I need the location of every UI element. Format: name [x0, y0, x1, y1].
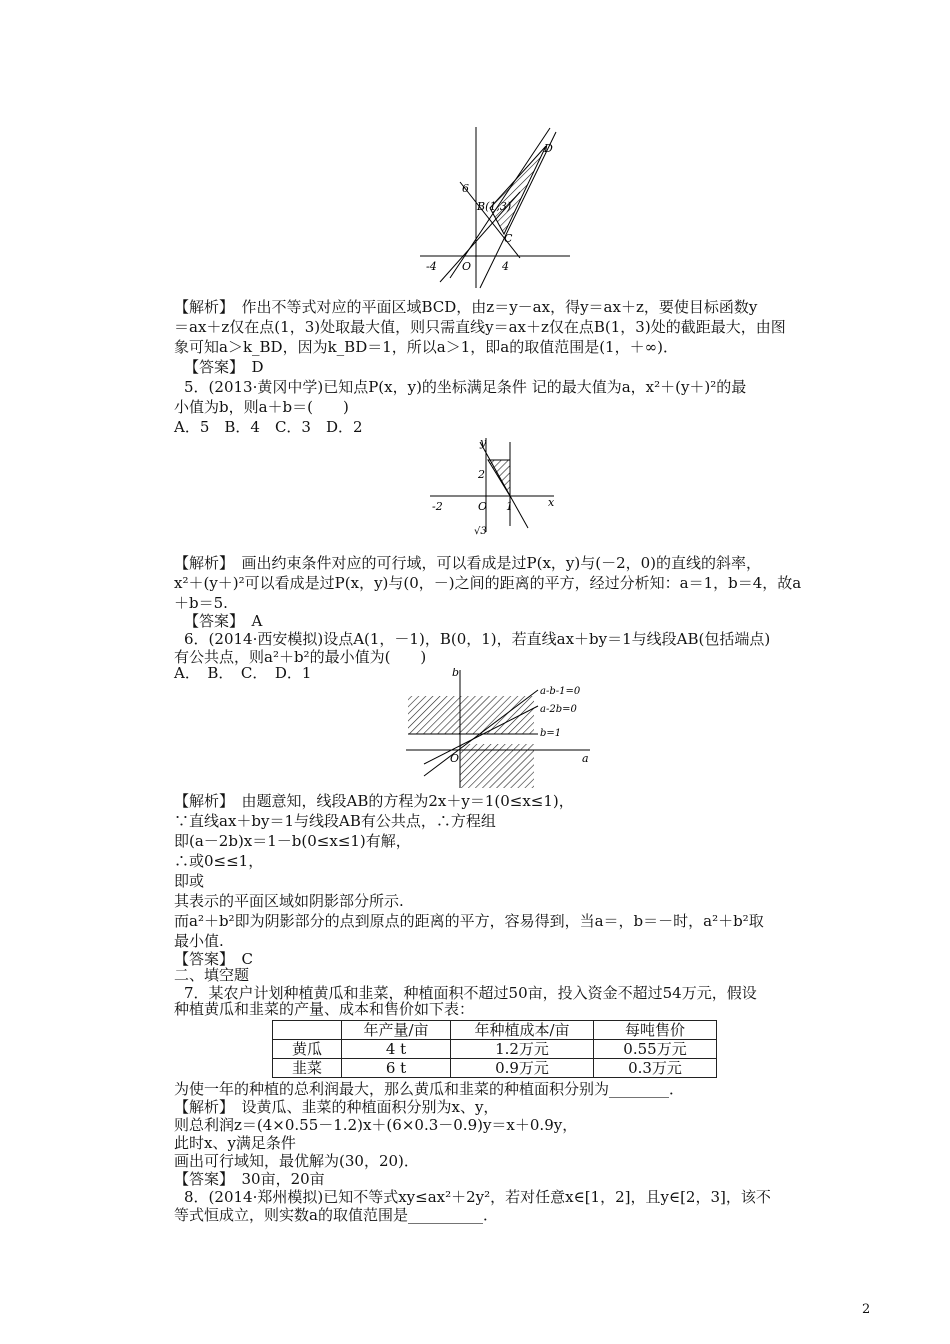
- table-header-row: [273, 1021, 717, 1040]
- shaded-region-lower: [460, 744, 534, 788]
- label-neg4: -4: [426, 260, 437, 273]
- label-line2: a-2b=0: [540, 704, 577, 715]
- table-cell: 0.9万元: [451, 1059, 594, 1078]
- text-line: ＝ax＋z仅在点(1，3)处取最大值，则只需直线y＝ax＋z仅在点B(1，3)处的截距最大，由图: [174, 318, 786, 336]
- label-x: x: [548, 496, 555, 509]
- text-line: A．5 B．4 C．3 D．2: [174, 418, 363, 436]
- text-line: 小值为b，则a＋b＝( ): [174, 398, 349, 416]
- label-b: b: [452, 668, 460, 679]
- label-o: O: [450, 752, 460, 765]
- text-line: 【答案】 A: [184, 612, 263, 630]
- label-a: a: [582, 752, 589, 765]
- table-cell: 0.3万元: [594, 1059, 717, 1078]
- text-line: 5．(2013·黄冈中学)已知点P(x，y)的坐标满足条件 记的最大值为a，x²＋(y＋)²的最: [184, 378, 747, 396]
- figure-3-feasible-region: [404, 668, 594, 790]
- label-neg2: -2: [432, 500, 443, 513]
- label-line3: b=1: [540, 728, 562, 739]
- table-header-cell: 年种植成本/亩: [451, 1021, 594, 1040]
- text-line: 8．(2014·郑州模拟)已知不等式xy≤ax²＋2y²，若对任意x∈[1，2]，且y∈[2，3]，该不: [184, 1188, 771, 1206]
- text-line: 等式恒成立，则实数a的取值范围是__________．: [174, 1206, 498, 1224]
- label-two: 2: [478, 468, 485, 481]
- page-number: 2: [862, 1302, 871, 1317]
- text-line: 种植黄瓜和韭菜的产量、成本和售价如下表：: [174, 1000, 475, 1018]
- text-line: 而a²＋b²即为阴影部分的点到原点的距离的平方，容易得到，当a＝，b＝－时，a²＋b²取: [174, 912, 764, 930]
- table-cell: 1.2万元: [451, 1040, 594, 1059]
- text-line: 二、填空题: [174, 966, 250, 984]
- table-cell: 黄瓜: [273, 1040, 342, 1059]
- shaded-region-upper: [408, 696, 534, 734]
- text-line: A． B． C． D．1: [174, 664, 312, 682]
- table-row: [273, 1059, 717, 1078]
- text-line: 其表示的平面区域如阴影部分所示.: [174, 892, 404, 910]
- text-line: 有公共点，则a²＋b²的最小值为( ): [174, 648, 427, 666]
- text-line: 此时x、y满足条件: [174, 1134, 296, 1152]
- text-line: 即(a－2b)x＝1－b(0≤x≤1)有解，: [174, 832, 411, 850]
- label-sqrt3: √3: [474, 526, 487, 537]
- label-o: O: [462, 260, 472, 273]
- text-line: 【解析】 作出不等式对应的平面区域BCD，由z＝y－ax，得y＝ax＋z，要使目标函数y: [174, 298, 758, 316]
- text-line: 最小值.: [174, 932, 224, 950]
- text-line: 【解析】 画出约束条件对应的可行域，可以看成是过P(x，y)与(－2，0)的直线的斜率，: [174, 554, 762, 572]
- table-row: [273, 1040, 717, 1059]
- text-line: 【答案】 D: [184, 358, 264, 376]
- text-line: 【答案】 30亩，20亩: [174, 1170, 325, 1188]
- text-line: 【解析】 由题意知，线段AB的方程为2x＋y＝1(0≤x≤1)，: [174, 792, 574, 810]
- label-line1: a-b-1=0: [540, 686, 581, 697]
- text-line: 画出可行域知，最优解为(30，20)．: [174, 1152, 419, 1170]
- data-table: [272, 1020, 717, 1078]
- text-line: 象可知a＞k_BD，因为k_BD＝1，所以a＞1，即a的取值范围是(1，＋∞)．: [174, 338, 678, 356]
- text-line: 【解析】 设黄瓜、韭菜的种植面积分别为x、y，: [174, 1098, 499, 1116]
- label-b: B(1,3): [477, 200, 512, 213]
- label-six: 6: [462, 182, 469, 195]
- text-line: 即或: [174, 872, 205, 890]
- table-header-cell: 每吨售价: [594, 1021, 717, 1040]
- shaded-region-bcd: [490, 146, 546, 234]
- text-line: 则总利润z＝(4×0.55－1.2)x＋(6×0.3－0.9)y＝x＋0.9y，: [174, 1116, 578, 1134]
- table-cell: 6 t: [342, 1059, 451, 1078]
- text-line: ∴或0≤≤1，: [174, 852, 264, 870]
- label-d: D: [544, 142, 553, 155]
- text-line: 为使一年的种植的总利润最大，那么黄瓜和韭菜的种植面积分别为________．: [174, 1080, 685, 1098]
- label-one: 1: [506, 500, 513, 513]
- text-line: 【答案】 C: [174, 950, 253, 968]
- table-header-cell: 年产量/亩: [342, 1021, 451, 1040]
- label-four: 4: [502, 260, 509, 273]
- table-cell: 0.55万元: [594, 1040, 717, 1059]
- figure-2-feasible-region: [426, 436, 558, 544]
- text-line: x²＋(y＋)²可以看成是过P(x，y)与(0，－)之间的距离的平方，经过分析知：a＝1，b＝4，故a: [174, 574, 802, 592]
- table-cell: 4 t: [342, 1040, 451, 1059]
- text-line: ∵直线ax＋by＝1与线段AB有公共点，∴方程组: [174, 812, 496, 830]
- text-line: ＋b＝5.: [174, 594, 228, 612]
- text-line: 6．(2014·西安模拟)设点A(1，－1)，B(0，1)，若直线ax＋by＝1与线段AB(包括端点): [184, 630, 771, 648]
- table-header-cell: [273, 1021, 342, 1040]
- label-y: y: [480, 436, 487, 449]
- label-c: C: [504, 232, 513, 245]
- figure-1-feasible-region: [420, 122, 572, 290]
- table-cell: 韭菜: [273, 1059, 342, 1078]
- text-line: 7．某农户计划种植黄瓜和韭菜，种植面积不超过50亩，投入资金不超过54万元，假设: [184, 984, 757, 1002]
- label-o: O: [478, 500, 488, 513]
